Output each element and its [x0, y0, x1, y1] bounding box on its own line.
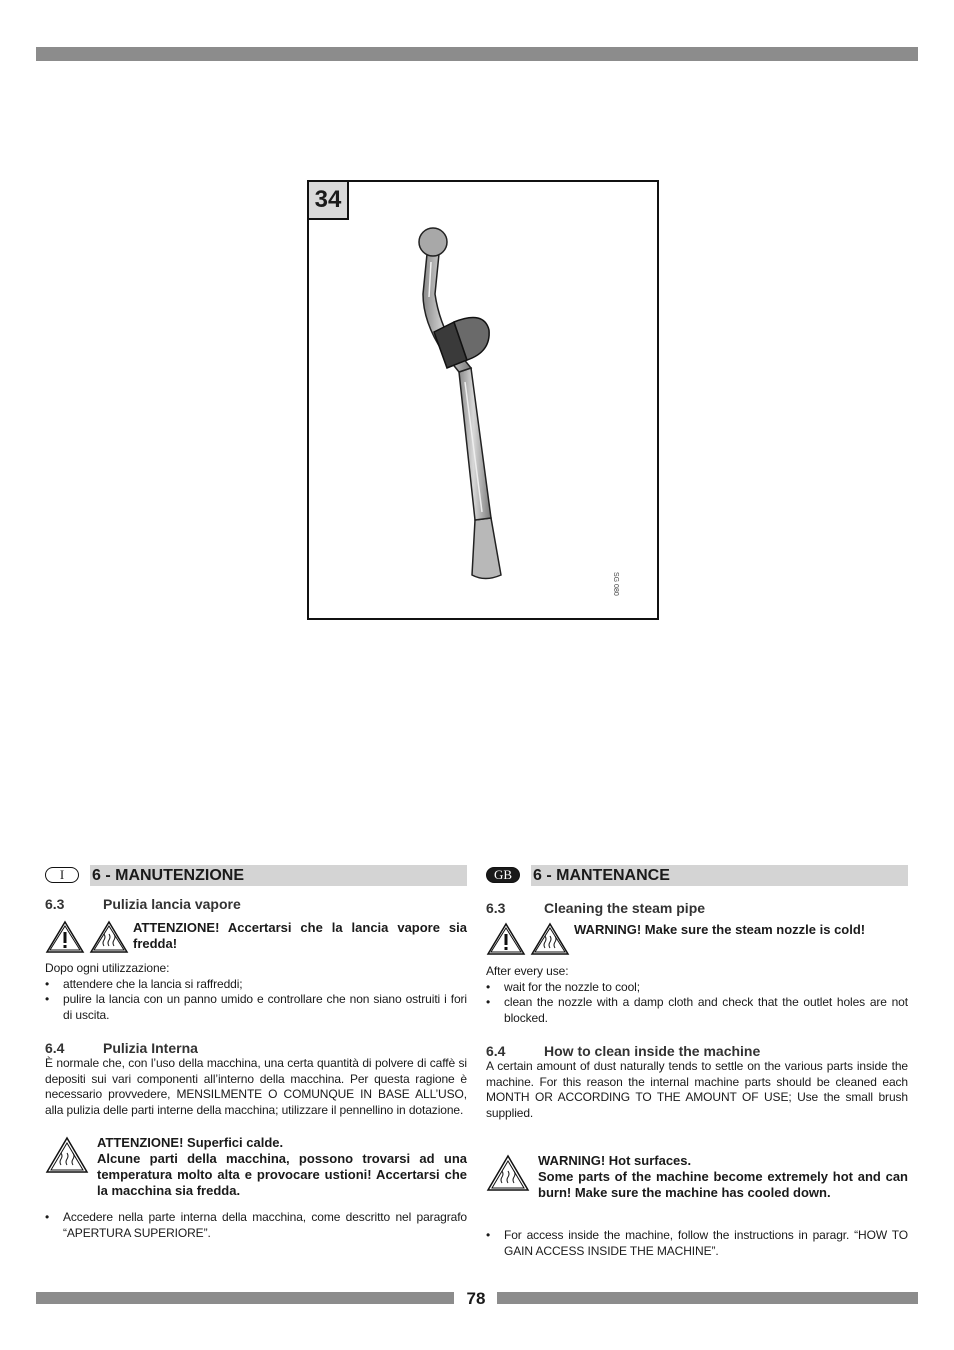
warning-hot-nozzle-it: [45, 920, 467, 958]
warning-text: Some parts of the machine become extremely hot and can burn! Make sure the machine has cooled down.: [538, 1169, 908, 1200]
subsection-number: 6.3: [486, 900, 506, 916]
warning-and-hot-surface-icons: [486, 922, 574, 956]
warning-title: ATTENZIONE! Superfici calde.: [97, 1135, 284, 1150]
figure-code: SG 080: [612, 572, 619, 596]
warning-title: WARNING! Hot surfaces.: [538, 1153, 692, 1168]
hot-surface-icon: [45, 1135, 89, 1175]
paragraph-internal-cleaning: È normale che, con l’uso della macchina, una certa quantità di polvere di caffè si depositi sui vari componenti all’interno della macchina. Per questa ragione è necessario provvedere, MENSILMENTE O COMUNQUE IN BASE ALL’USO, alla pulizia delle parti interne della macchina; utilizzare il pennellino in dotazione.: [45, 1056, 467, 1117]
hot-surface-icon: [486, 1153, 530, 1193]
subsection-number: 6.4: [45, 1040, 65, 1056]
warning-hot-nozzle-gb: [486, 922, 908, 960]
lang-badge-gb: GB: [486, 867, 520, 883]
after-use-label: Dopo ogni utilizzazione:: [45, 961, 170, 975]
list-item: • attendere che la lancia si raffreddi;: [45, 976, 243, 991]
warning-hot-surfaces-gb: [486, 1153, 908, 1201]
subsection-6-3-it: [45, 896, 467, 912]
warning-text: Alcune parti della macchina, possono trovarsi ad una temperatura molto alta e provocare ustioni! Accertarsi che la macchina sia fredda.: [97, 1151, 467, 1198]
section-header-it: [45, 865, 467, 886]
list-item: • Accedere nella parte interna della macchina, come descritto nel paragrafo “APERTURA SUPERIORE”.: [45, 1210, 467, 1240]
subsection-title: Pulizia lancia vapore: [103, 896, 241, 912]
english-column: [486, 865, 908, 1259]
figure-number: 34: [309, 182, 349, 220]
subsection-title: Pulizia Interna: [103, 1040, 198, 1056]
subsection-6-4-it: [45, 1040, 467, 1056]
bottom-decorative-bar-right: [497, 1292, 918, 1304]
italian-column: [45, 865, 467, 1241]
top-decorative-bar: [36, 47, 918, 61]
list-item: • clean the nozzle with a damp cloth and check that the outlet holes are not blocked.: [486, 995, 908, 1025]
page-number: 78: [466, 1289, 486, 1308]
figure-34: [307, 180, 659, 620]
warning-text: WARNING! Make sure the steam nozzle is cold!: [574, 922, 866, 937]
subsection-number: 6.3: [45, 896, 65, 912]
section-title-gb: 6 - MANTENANCE: [531, 865, 908, 886]
section-header-gb: [486, 865, 908, 886]
list-item: • pulire la lancia con un panno umido e controllare che non siano ostruiti i fori di uscita.: [45, 992, 467, 1022]
warning-hot-surfaces-it: [45, 1135, 467, 1199]
subsection-6-3-gb: [486, 900, 908, 916]
warning-text: ATTENZIONE! Accertarsi che la lancia vapore sia fredda!: [133, 920, 467, 951]
list-item: • wait for the nozzle to cool;: [486, 979, 640, 994]
steam-wand-illustration: [309, 182, 657, 618]
list-item: • For access inside the machine, follow the instructions in paragr. “HOW TO GAIN ACCESS INSIDE THE MACHINE”.: [486, 1228, 908, 1258]
after-use-label: After every use:: [486, 964, 569, 978]
subsection-title: How to clean inside the machine: [544, 1043, 761, 1059]
bottom-decorative-bar-left: [36, 1292, 454, 1304]
paragraph-internal-cleaning: A certain amount of dust naturally tends to settle on the various parts inside the machine. For this reason the internal machine parts should be cleaned each MONTH OR ACCORDING TO THE AMOUNT OF USE; Use the small brush supplied.: [486, 1059, 908, 1120]
subsection-number: 6.4: [486, 1043, 506, 1059]
warning-and-hot-surface-icons: [45, 920, 133, 954]
section-title-it: 6 - MANUTENZIONE: [90, 865, 467, 886]
subsection-title: Cleaning the steam pipe: [544, 900, 706, 916]
subsection-6-4-gb: [486, 1043, 908, 1059]
lang-badge-it: I: [45, 867, 79, 883]
